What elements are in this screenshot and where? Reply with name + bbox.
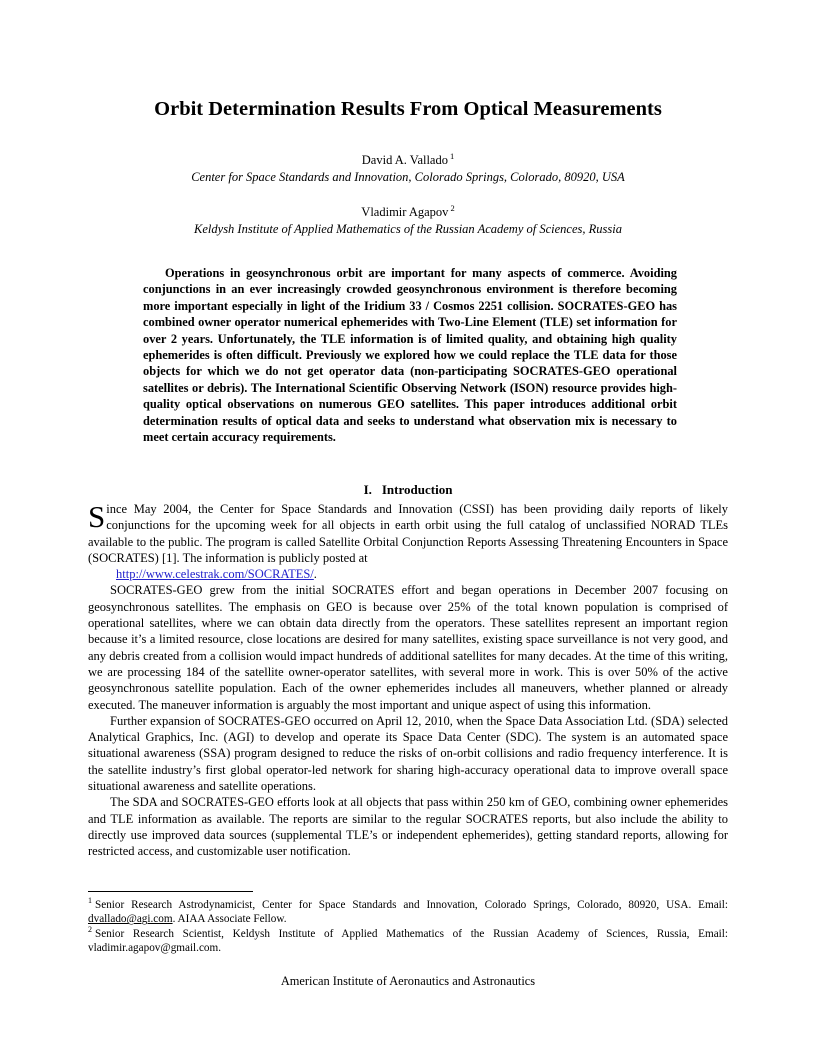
section-title: Introduction <box>381 482 453 497</box>
author-name-1 <box>88 152 728 169</box>
footnote-separator-rule <box>88 891 253 892</box>
footnote-2 <box>88 927 728 956</box>
author-2-name-text: Vladimir Agapov <box>361 205 449 219</box>
author-2-footnote-marker: 2 <box>450 202 455 213</box>
footnote-1-email-link[interactable]: dvallado@agi.com <box>88 913 173 926</box>
body-paragraph-1 <box>88 501 728 566</box>
page-footer: American Institute of Aeronautics and Astronautics <box>280 974 536 988</box>
footnotes-block <box>88 898 728 956</box>
author-1-footnote-marker: 1 <box>449 150 455 161</box>
body-text <box>88 501 728 860</box>
body-paragraph-3: Further expansion of SOCRATES-GEO occurred on April 12, 2010, when the Space Data Association Ltd. (SDA) selected Analytical Graphics, Inc. (AGI) to develop and operate its Space Data Center (SDC). The system is an automated space situational awareness (SSA) program designed to reduce the risks of on-orbit collisions and radio frequency interference. It is the satellite industry’s first global operator-led network for sharing high-accuracy operational data to improve overall space situational awareness and satellite operations. <box>88 713 728 794</box>
footnote-2-text: Senior Research Scientist, Keldysh Institute of Applied Mathematics of the Russian Academy of Sciences, Russia, Email: vladimir.agapov@gmail.com. <box>88 927 728 955</box>
section-number: I. <box>363 482 372 497</box>
celestrak-url-line <box>88 566 728 582</box>
abstract-paragraph: Operations in geosynchronous orbit are important for many aspects of commerce. Avoiding conjunctions in an ever increasingly crowded geosynchronous environment is therefore becoming more important especially in light of the Iridium 33 / Cosmos 2251 collision. SOCRATES-GEO has combined owner operator numerical ephemerides with Two-Line Element (TLE) set information for over 2 years. Unfortunately, the TLE information is of limited quality, and obtaining high quality ephemerides is often difficult. Previously we explored how we could replace the TLE data for those objects for which we do not get operator data (non-participating SOCRATES-GEO operational satellites or debris). The International Scientific Observing Network (ISON) resource provides high-quality optical observations on numerous GEO satellites. This paper introduces additional orbit determination results of optical data and seeks to understand what observation mix is necessary to meet certain accuracy requirements. <box>143 266 677 445</box>
author-name-2 <box>88 204 728 221</box>
footnote-2-marker: 2 <box>88 925 92 935</box>
section-heading-introduction <box>88 482 728 498</box>
celestrak-link[interactable]: http://www.celestrak.com/SOCRATES/ <box>116 567 314 582</box>
footnote-1-marker: 1 <box>88 896 92 906</box>
body-paragraph-4: The SDA and SOCRATES-GEO efforts look at all objects that pass within 250 km of GEO, combining owner ephemerides and TLE information as available. The reports are similar to the regular SOCRATES reports, but also include the ability to directly use improved data sources (supplemental TLE’s or independent ephemerides), getting standard reports, allowing for restricted access, and customizable user notification. <box>88 795 728 859</box>
body-paragraph-2: SOCRATES-GEO grew from the initial SOCRATES effort and began operations in December 2007 focusing on geosynchronous satellites. The emphasis on GEO is because over 25% of the total known population is comprised of operational satellites, where we can obtain data directly from the operators. These satellites represent an important region because it’s a limited resource, close locations are desired for many satellites, existing space surveillance is not very good, and any debris created from a collision would impact hundreds of additional satellites for many decades. At the time of this writing, we are processing 184 of the satellite owner-operator satellites, with several more in work. This is over 50% of the active geosynchronous satellite population. Each of the owner ephemerides includes all maneuvers, whether planned or already executed. The maneuver information is arguably the most important and unique aspect of using this information. <box>88 583 728 712</box>
author-block-spacer <box>88 186 728 204</box>
page-title: Orbit Determination Results From Optical Measurements <box>154 98 662 120</box>
celestrak-url-period: . <box>313 567 317 582</box>
footnote-1-text-after: . AIAA Associate Fellow. <box>172 913 287 926</box>
drop-cap: S <box>88 499 106 534</box>
author-affiliation-1: Center for Space Standards and Innovation, Colorado Springs, Colorado, 80920, USA <box>191 170 625 184</box>
author-1-name-text: David A. Vallado <box>361 153 448 167</box>
footnote-1-text-before: Senior Research Astrodynamicist, Center for Space Standards and Innovation, Colorado Springs, Colorado, 80920, USA. Email: <box>95 899 728 911</box>
author-affiliation-2: Keldysh Institute of Applied Mathematics of the Russian Academy of Sciences, Russia <box>194 222 622 236</box>
footnote-1 <box>88 898 728 927</box>
author-block <box>88 152 728 238</box>
body-paragraph-1-text: ince May 2004, the Center for Space Standards and Innovation (CSSI) has been providing daily reports of likely conjunctions for the upcoming week for all objects in earth orbit using the full catalog of unclassified NORAD TLEs available to the public. The program is called Satellite Orbital Conjunction Reports Assessing Threatening Encounters in Space (SOCRATES) [1]. The information is publicly posted at <box>88 502 728 565</box>
